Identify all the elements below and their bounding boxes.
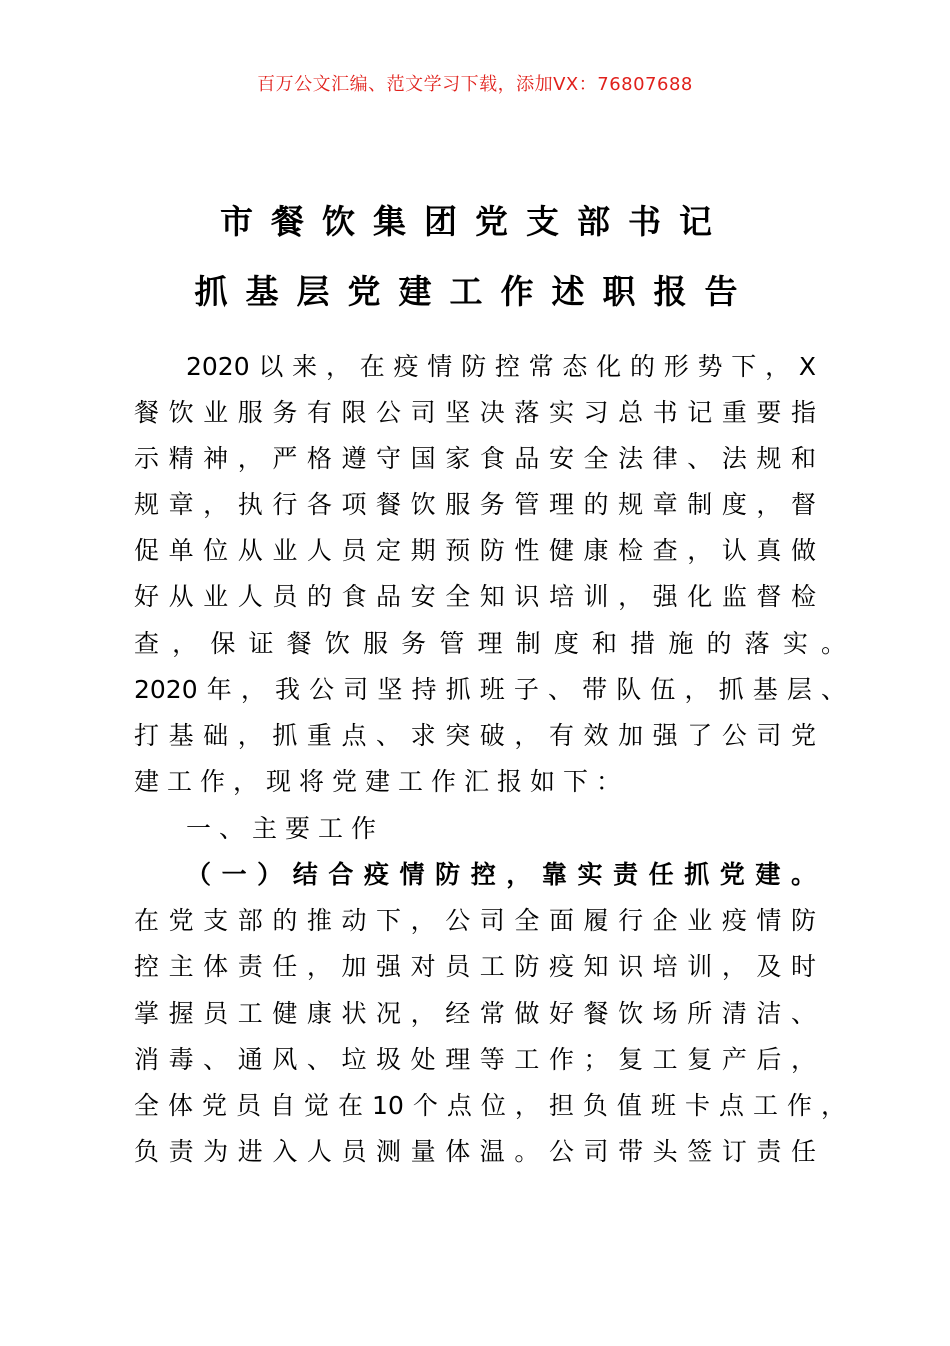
body-line: 控主体责任，加强对员工防疫知识培训，及时: [134, 952, 816, 981]
body-line: 建工作，现将党建工作汇报如下：: [134, 767, 630, 796]
body-line: 打基础，抓重点、求突破，有效加强了公司党: [134, 721, 816, 750]
body-line: 在党支部的推动下，公司全面履行企业疫情防: [134, 906, 816, 935]
document-title-line-2: 抓基层党建工作述职报告: [194, 272, 756, 311]
body-line: 规章，执行各项餐饮服务管理的规章制度，督: [134, 490, 816, 519]
body-line: 示精神，严格遵守国家食品安全法律、法规和: [134, 444, 816, 473]
body-line: 促单位从业人员定期预防性健康检查，认真做: [134, 536, 816, 565]
section-heading: 一、主要工作: [186, 814, 385, 843]
subsection-heading: （一）结合疫情防控，靠实责任抓党建。: [186, 860, 816, 889]
body-line: 掌握员工健康状况，经常做好餐饮场所清洁、: [134, 999, 816, 1028]
body-line: 2020年，我公司坚持抓班子、带队伍，抓基层、: [134, 675, 846, 704]
body-line: 好从业人员的食品安全知识培训，强化监督检: [134, 582, 816, 611]
body-line: 全体党员自觉在10个点位，担负值班卡点工作，: [134, 1091, 846, 1120]
document-title-line-1: 市餐饮集团党支部书记: [220, 202, 730, 241]
body-line: 查，保证餐饮服务管理制度和措施的落实。: [134, 629, 846, 658]
body-line: 2020以来，在疫情防控常态化的形势下，X: [186, 352, 816, 381]
body-line: 消毒、通风、垃圾处理等工作；复工复产后，: [134, 1045, 816, 1074]
body-line: 负责为进入人员测量体温。公司带头签订责任: [134, 1137, 816, 1166]
header-watermark-note: 百万公文汇编、范文学习下载，添加VX：76807688: [257, 74, 693, 95]
body-line: 餐饮业服务有限公司坚决落实习总书记重要指: [134, 398, 816, 427]
